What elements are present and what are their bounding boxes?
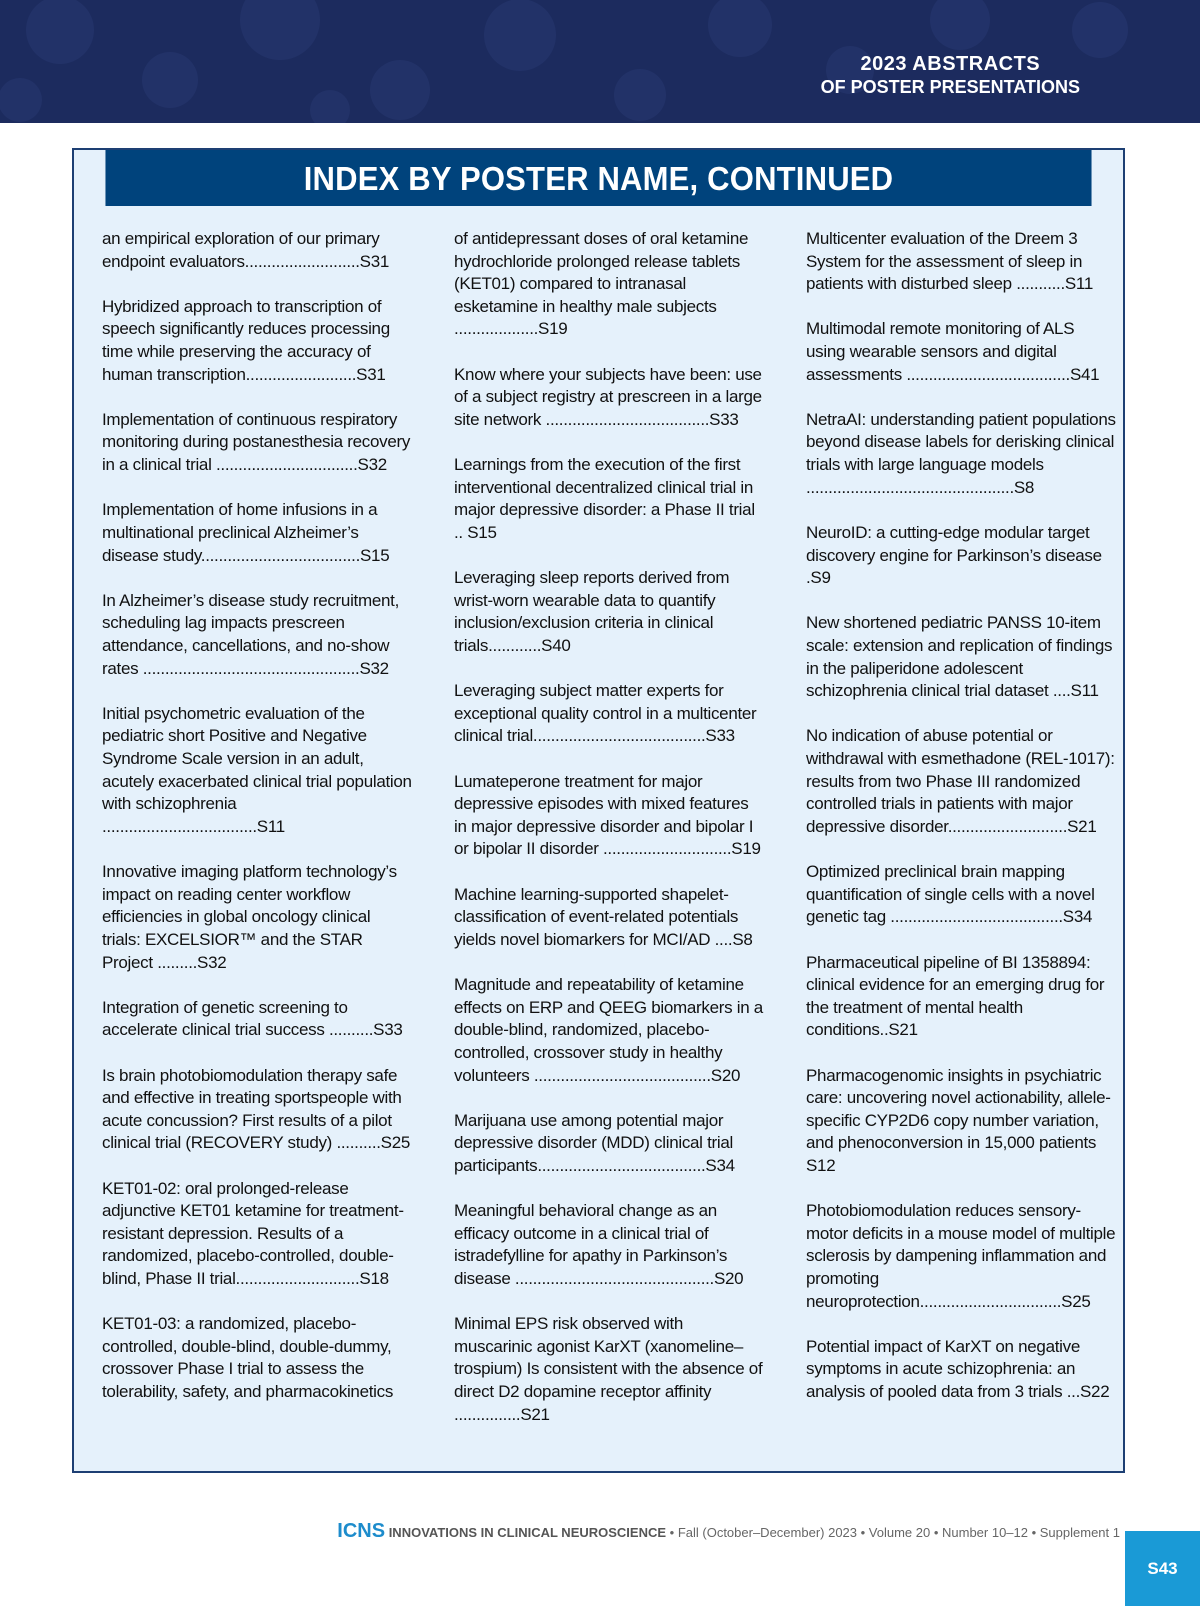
index-entry: Implementation of home infusions in a multinational preclinical Alzheimer’s disease study....................................S15: [102, 500, 390, 565]
index-entry: Is brain photobiomodulation therapy safe and effective in treating sportspeople with acute concussion? First results of a pilot clinical trial (RECOVERY study) ..........S25: [102, 1065, 411, 1153]
index-entry: Multimodal remote monitoring of ALS using wearable sensors and digital assessments .....................................S41: [806, 319, 1100, 384]
index-entry: Innovative imaging platform technology’s impact on reading center workflow efficiencies in global oncology clinical trials: EXCELSIOR™ and the STAR Project .........S32: [102, 862, 397, 972]
index-entry: of antidepressant doses of oral ketamine hydrochloride prolonged release tablets (KET01) compared to intranasal esketamine in healthy male subjects ...................S19: [454, 229, 749, 339]
index-entry: Leveraging sleep reports derived from wrist-worn wearable data to quantify inclusion/exclusion criteria in clinical trials............S40: [454, 568, 730, 655]
panel-title: INDEX BY POSTER NAME, CONTINUED: [105, 150, 1091, 206]
index-entry: Machine learning-supported shapelet-classification of event-related potentials yields novel biomarkers for MCI/AD ....S8: [454, 884, 753, 949]
index-entry: Learnings from the execution of the first interventional decentralized clinical trial in major depressive disorder: a Phase II trial .. S15: [454, 455, 755, 542]
index-entry: Magnitude and repeatability of ketamine effects on ERP and QEEG biomarkers in a double-blind, randomized, placebo-controlled, crossover study in healthy volunteers ........................................S20: [454, 975, 763, 1085]
index-column-2: [454, 228, 764, 1449]
index-entry: Meaningful behavioral change as an efficacy outcome in a clinical trial of istradefylline for apathy in Parkinson’s disease .............................................S20: [454, 1201, 744, 1289]
index-entry: In Alzheimer’s disease study recruitment, scheduling lag impacts prescreen attendance, cancellations, and no-show rates .................................................S32: [102, 590, 399, 678]
index-entry: an empirical exploration of our primary endpoint evaluators..........................S31: [102, 229, 390, 271]
index-entry: Lumateperone treatment for major depressive episodes with mixed features in major depressive disorder and bipolar I or bipolar II disorder .............................S19: [454, 771, 761, 859]
index-column-1: [102, 228, 412, 1426]
index-entry: Initial psychometric evaluation of the pediatric short Positive and Negative Syndrome Scale version in an adult, acutely exacerbated clinical trial population with schizophrenia ...................................S11: [102, 703, 412, 836]
page-number: S43: [1125, 1531, 1200, 1606]
index-entry: Implementation of continuous respiratory monitoring during postanesthesia recovery in a clinical trial ................................S32: [102, 409, 411, 475]
index-entry: Potential impact of KarXT on negative symptoms in acute schizophrenia: an analysis of pooled data from 3 trials ...S22: [806, 1336, 1110, 1402]
index-column-3: [806, 228, 1116, 1426]
index-entry: Hybridized approach to transcription of speech significantly reduces processing time while preserving the accuracy of human transcription.........................S31: [102, 296, 390, 384]
index-panel: [72, 148, 1125, 1473]
footer-brand: ICNS: [337, 1520, 386, 1542]
banner-title-line2: OF POSTER PRESENTATIONS: [820, 77, 1080, 97]
index-entry: New shortened pediatric PANSS 10-item scale: extension and replication of findings in the paliperidone adolescent schizophrenia clinical trial dataset ....S11: [806, 613, 1113, 701]
index-entry: KET01-02: oral prolonged-release adjunctive KET01 ketamine for treatment-resistant depression. Results of a randomized, placebo-controlled, double-blind, Phase II trial............................S18: [102, 1178, 404, 1289]
index-entry: Marijuana use among potential major depressive disorder (MDD) clinical trial participants......................................S34: [454, 1110, 735, 1175]
index-entry: Integration of genetic screening to accelerate clinical trial success ..........S33: [102, 997, 403, 1040]
index-entry: Photobiomodulation reduces sensory-motor deficits in a mouse model of multiple sclerosis by dampening inflammation and promoting neuroprotection................................S25: [806, 1201, 1116, 1311]
banner-title-line1: 2023 ABSTRACTS: [860, 53, 1041, 75]
index-entry: KET01-03: a randomized, placebo-controlled, double-blind, double-dummy, crossover Phase I trial to assess the tolerability, safety, and pharmacokinetics: [102, 1314, 394, 1402]
footer-journal: INNOVATIONS IN CLINICAL NEUROSCIENCE: [388, 1525, 667, 1540]
index-entry: NetraAI: understanding patient populations beyond disease labels for derisking clinical trials with large language models ...............................................S8: [806, 409, 1116, 497]
index-entry: NeuroID: a cutting-edge modular target discovery engine for Parkinson’s disease .S9: [806, 522, 1102, 588]
index-entry: Leveraging subject matter experts for exceptional quality control in a multicenter clinical trial.......................................S33: [454, 681, 757, 746]
index-entry: No indication of abuse potential or withdrawal with esmethadone (REL-1017): results from two Phase III randomized controlled trials in patients with major depressive disorder...........................S21: [806, 726, 1115, 836]
footer: [0, 1520, 1120, 1543]
index-entry: Optimized preclinical brain mapping quantification of single cells with a novel genetic tag .......................................S34: [806, 862, 1095, 927]
index-entry: Know where your subjects have been: use of a subject registry at prescreen in a large site network .....................................S33: [454, 364, 762, 429]
index-entry: Pharmacogenomic insights in psychiatric care: uncovering novel actionability, allele-specific CYP2D6 copy number variation, and phenoconversion in 15,000 patients S12: [806, 1065, 1111, 1175]
footer-issue: • Fall (October–December) 2023 • Volume 20 • Number 10–12 • Supplement 1: [666, 1525, 1120, 1540]
index-entry: Minimal EPS risk observed with muscarinic agonist KarXT (xanomeline–trospium) Is consistent with the absence of direct D2 dopamine receptor affinity ...............S21: [454, 1314, 763, 1424]
banner-title: [821, 52, 1080, 98]
index-entry: Pharmaceutical pipeline of BI 1358894: clinical evidence for an emerging drug for the treatment of mental health conditions..S21: [806, 952, 1105, 1040]
index-entry: Multicenter evaluation of the Dreem 3 System for the assessment of sleep in patients with disturbed sleep ...........S11: [806, 229, 1093, 294]
header-banner: [0, 0, 1200, 123]
